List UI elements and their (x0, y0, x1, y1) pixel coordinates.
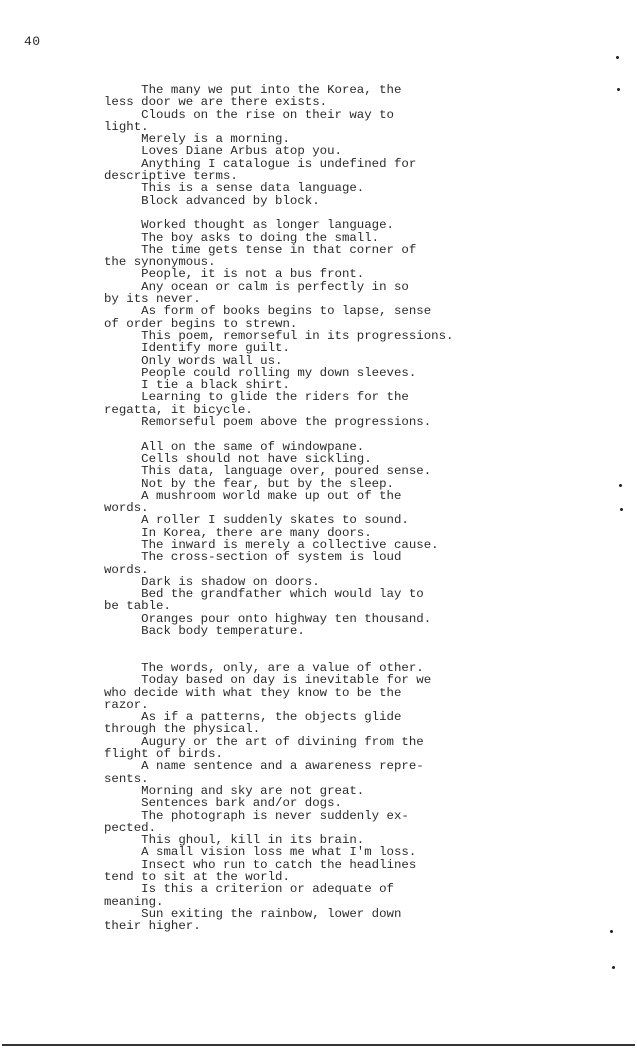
poem-line: In Korea, there are many doors. (104, 525, 372, 540)
page-number: 40 (24, 34, 41, 49)
poem-line: who decide with what they know to be the (104, 685, 402, 700)
poem-line: People, it is not a bus front. (104, 267, 365, 282)
poem-line: Dark is shadow on doors. (104, 574, 320, 589)
poem-line: A name sentence and a awareness repre- (104, 759, 424, 774)
poem-line: through the physical. (104, 722, 261, 737)
margin-speck (620, 508, 623, 511)
poem-line: Merely is a morning. (104, 132, 290, 147)
poem-line: Remorseful poem above the progressions. (104, 415, 432, 430)
poem-line: Augury or the art of divining from the (104, 734, 424, 749)
poem-line: Learning to glide the riders for the (104, 390, 409, 405)
poem-line: A mushroom world make up out of the (104, 488, 402, 503)
stanza-2 (104, 219, 604, 428)
poem-line: The many we put into the Korea, the (104, 83, 402, 97)
poem-line: Not by the fear, but by the sleep. (104, 476, 394, 491)
poem-line: This data, language over, poured sense. (104, 464, 432, 479)
poem-line: Cells should not have sickling. (104, 451, 372, 466)
stanza-4 (104, 662, 604, 933)
margin-speck (617, 88, 620, 91)
poem-line: Clouds on the rise on their way to (104, 107, 394, 122)
stanza-3 (104, 441, 604, 638)
poem-line: This ghoul, kill in its brain. (104, 833, 365, 848)
margin-speck (610, 930, 613, 933)
poem-line: Sentences bark and/or dogs. (104, 796, 342, 811)
poem-line: Identify more guilt. (104, 341, 290, 356)
poem-line: This is a sense data language. (104, 181, 365, 196)
poem-line: A small vision loss me what I'm loss. (104, 845, 417, 860)
poem-line: Block advanced by block. (104, 193, 320, 208)
poem-line: Morning and sky are not great. (104, 783, 365, 798)
poem-line: I tie a black shirt. (104, 378, 290, 393)
poem-line: People could rolling my down sleeves. (104, 365, 417, 380)
poem-line: regatta, it bicycle. (104, 402, 253, 417)
poem-line: words. (104, 501, 149, 516)
poem-line: The time gets tense in that corner of (104, 242, 417, 257)
poem-line: Sun exiting the rainbow, lower down (104, 906, 402, 921)
poem-line: be table. (104, 599, 171, 614)
poem-line: Worked thought as longer language. (104, 218, 394, 233)
margin-speck (619, 484, 622, 487)
poem-line: Bed the grandfather which would lay to (104, 587, 424, 602)
bottom-rule (2, 1044, 635, 1046)
poem-line: razor. (104, 697, 149, 712)
poem-line: All on the same of windowpane. (104, 439, 365, 454)
poem-line: words. (104, 562, 149, 577)
poem-body (104, 84, 604, 932)
poem-line: Anything I catalogue is undefined for (104, 156, 417, 171)
poem-line: Only words wall us. (104, 353, 283, 368)
poem-line: pected. (104, 820, 157, 835)
poem-line: The cross-section of system is loud (104, 550, 402, 565)
poem-line: their higher. (104, 919, 201, 934)
poem-line: The words, only, are a value of other. (104, 660, 424, 675)
margin-speck (616, 56, 619, 59)
margin-speck (612, 966, 615, 969)
poem-line: As form of books begins to lapse, sense (104, 304, 432, 319)
poem-line: sents. (104, 771, 149, 786)
poem-line: A roller I suddenly skates to sound. (104, 513, 409, 528)
poem-line: Insect who run to catch the headlines (104, 857, 417, 872)
poem-line: The boy asks to doing the small. (104, 230, 380, 245)
poem-line: Oranges pour onto highway ten thousand. (104, 611, 432, 626)
poem-line: light. (104, 119, 149, 134)
poem-line: Back body temperature. (104, 624, 305, 639)
poem-line: Is this a criterion or adequate of (104, 882, 394, 897)
poem-line: Today based on day is inevitable for we (104, 673, 432, 688)
poem-line: of order begins to strewn. (104, 316, 298, 331)
stanza-1 (104, 84, 604, 207)
poem-line: Loves Diane Arbus atop you. (104, 144, 342, 159)
poem-line: descriptive terms. (104, 169, 238, 184)
poem-line: less door we are there exists. (104, 95, 328, 110)
poem-line: Any ocean or calm is perfectly in so (104, 279, 409, 294)
poem-line: by its never. (104, 292, 201, 307)
poem-line: The inward is merely a collective cause. (104, 537, 439, 552)
poem-line: flight of birds. (104, 747, 223, 762)
poem-line: This poem, remorseful in its progressions. (104, 328, 454, 343)
poem-line: the synonymous. (104, 255, 216, 270)
poem-line: As if a patterns, the objects glide (104, 710, 402, 725)
poem-line: tend to sit at the world. (104, 870, 290, 884)
poem-line: meaning. (104, 894, 164, 909)
poem-line: The photograph is never suddenly ex- (104, 808, 409, 823)
